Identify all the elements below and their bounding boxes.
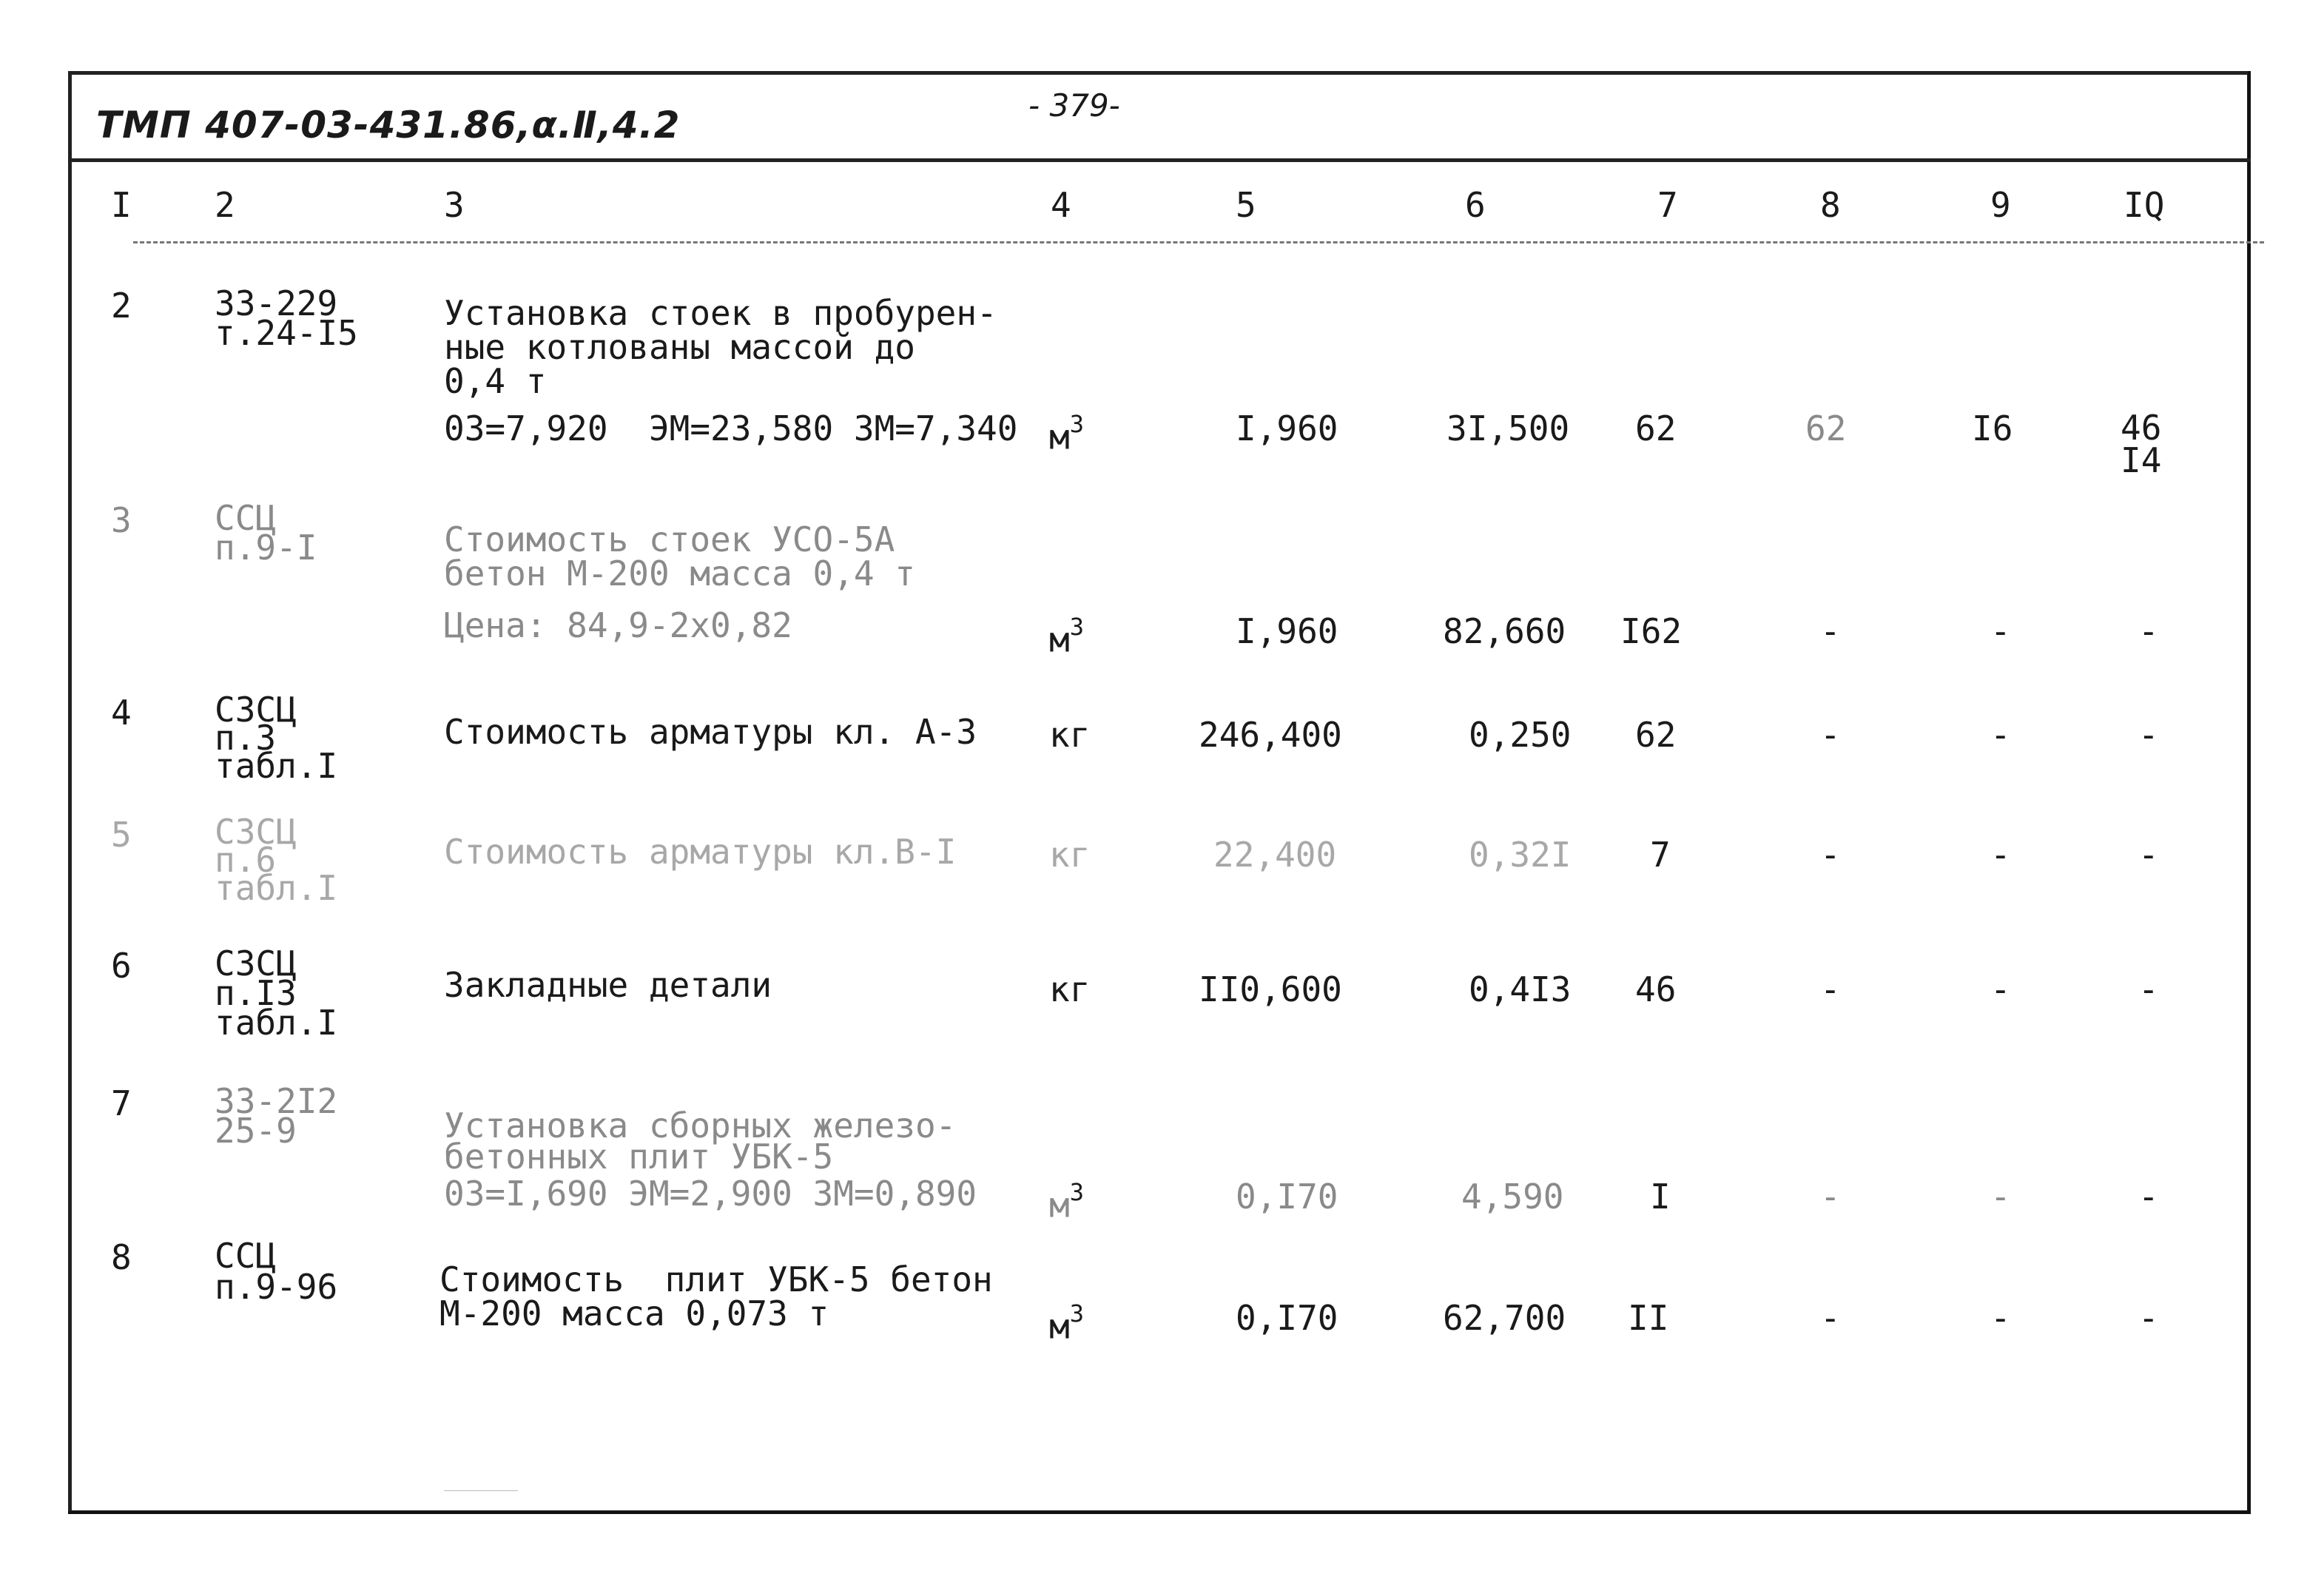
row-6-number: 6: [111, 946, 132, 986]
column-header-5: 5: [1236, 185, 1256, 225]
row-5-description: Стоимость арматуры кл.В-I: [444, 832, 957, 872]
row-5-col10: -: [2138, 835, 2159, 875]
row-6-col7: 46: [1635, 969, 1677, 1009]
row-6-unit: кг: [1049, 969, 1091, 1009]
row-2-formula: 03=7,920 ЭМ=23,580 ЗМ=7,340: [444, 408, 1018, 448]
row-3-description: Стоимость стоек УСО-5А бетон М-200 масса 0,4 т: [444, 519, 915, 593]
row-3-col7: I62: [1620, 611, 1683, 651]
row-7-col8: -: [1820, 1177, 1841, 1217]
row-3-col10: -: [2138, 611, 2159, 651]
row-8-number: 8: [111, 1237, 132, 1277]
row-8-price: 62,700: [1443, 1298, 1566, 1338]
row-5-price: 0,32I: [1469, 835, 1572, 875]
row-4-price: 0,250: [1469, 715, 1572, 755]
row-4-quantity: 246,400: [1199, 715, 1342, 755]
row-4-description: Стоимость арматуры кл. А-3: [444, 712, 977, 752]
page-number: - 379-: [1028, 87, 1120, 124]
row-3-price: 82,660: [1443, 611, 1566, 651]
column-header-2: 2: [215, 185, 235, 225]
row-3-quantity: I,960: [1236, 611, 1338, 651]
row-2-description: Установка стоек в пробурен- ные котлованы массой до 0,4 т: [444, 293, 997, 401]
row-7-col9: -: [1990, 1177, 2011, 1217]
header-divider: [68, 158, 2251, 162]
row-7-col7: I: [1650, 1177, 1671, 1217]
row-5-col7: 7: [1650, 835, 1671, 875]
row-6-reference: СЗСЦ п.I3 табл.I: [215, 944, 338, 1043]
scan-mark: [444, 1490, 518, 1491]
row-2-unit: $м^3$: [1049, 410, 1084, 457]
row-5-col8: -: [1820, 835, 1841, 875]
row-6-col8: -: [1820, 969, 1841, 1009]
row-3-reference: ССЦ п.9-I: [215, 498, 317, 568]
row-2-col8: 62: [1805, 408, 1847, 448]
row-8-quantity: 0,I70: [1236, 1298, 1338, 1338]
row-7-quantity: 0,I70: [1236, 1177, 1338, 1217]
column-header-8: 8: [1820, 185, 1841, 225]
row-7-unit: $м^3$: [1049, 1178, 1084, 1225]
row-6-col10: -: [2138, 969, 2159, 1009]
row-3-col8: -: [1820, 611, 1841, 651]
row-2-quantity: I,960: [1236, 408, 1338, 448]
row-5-quantity: 22,400: [1213, 835, 1337, 875]
row-7-price: 4,590: [1461, 1177, 1564, 1217]
row-4-col9: -: [1990, 715, 2011, 755]
row-7-number: 7: [111, 1083, 132, 1123]
row-8-col9: -: [1990, 1298, 2011, 1338]
row-2-col7: 62: [1635, 408, 1677, 448]
row-5-number: 5: [111, 815, 132, 855]
column-header-10: IQ: [2123, 185, 2165, 225]
row-2-col10: 46 I4: [2121, 408, 2162, 480]
row-8-col8: -: [1820, 1298, 1841, 1338]
document-code: ТМП 407-03-431.86,α.Ⅱ,4.2: [96, 104, 681, 147]
row-8-unit: $м^3$: [1049, 1299, 1084, 1347]
row-4-number: 4: [111, 693, 132, 733]
table-frame-shadow: [68, 71, 2251, 1514]
row-3-col9: -: [1990, 611, 2011, 651]
column-header-4: 4: [1051, 185, 1071, 225]
row-4-unit: кг: [1049, 715, 1091, 755]
row-7-reference: 33-2I2 25-9: [215, 1081, 338, 1151]
row-8-reference: ССЦ п.9-96: [215, 1236, 338, 1307]
column-header-6: 6: [1465, 185, 1486, 225]
row-5-col9: -: [1990, 835, 2011, 875]
row-5-unit: кг: [1049, 835, 1091, 875]
row-4-reference: СЗСЦ п.3 табл.I: [215, 690, 338, 786]
column-header-9: 9: [1990, 185, 2011, 225]
row-2-col9: I6: [1972, 408, 2013, 448]
row-3-formula: Цена: 84,9-2х0,82: [444, 605, 792, 645]
column-header-1: I: [111, 185, 132, 225]
row-6-quantity: II0,600: [1199, 969, 1342, 1009]
row-8-col7: II: [1628, 1298, 1669, 1338]
row-3-number: 3: [111, 500, 132, 540]
row-4-col8: -: [1820, 715, 1841, 755]
row-4-col7: 62: [1635, 715, 1677, 755]
row-2-number: 2: [111, 286, 132, 326]
row-3-unit: $м^3$: [1049, 613, 1084, 660]
row-7-formula: 03=I,690 ЭМ=2,900 ЗМ=0,890: [444, 1174, 977, 1214]
column-header-7: 7: [1657, 185, 1678, 225]
row-8-description: Стоимость плит УБК-5 бетон М-200 масса 0,073 т: [439, 1259, 993, 1333]
header-dashed-rule: [133, 241, 2264, 243]
row-6-description: Закладные детали: [444, 965, 772, 1005]
row-6-price: 0,4I3: [1469, 969, 1572, 1009]
row-7-description: Установка сборных железо- бетонных плит УБК-5: [444, 1106, 957, 1177]
row-4-col10: -: [2138, 715, 2159, 755]
column-header-3: 3: [444, 185, 465, 225]
row-7-col10: -: [2138, 1177, 2159, 1217]
row-2-price: 3I,500: [1446, 408, 1570, 448]
row-2-reference: 33-229 т.24-I5: [215, 283, 358, 353]
row-6-col9: -: [1990, 969, 2011, 1009]
row-8-col10: -: [2138, 1298, 2159, 1338]
row-5-reference: СЗСЦ п.6 табл.I: [215, 812, 338, 908]
